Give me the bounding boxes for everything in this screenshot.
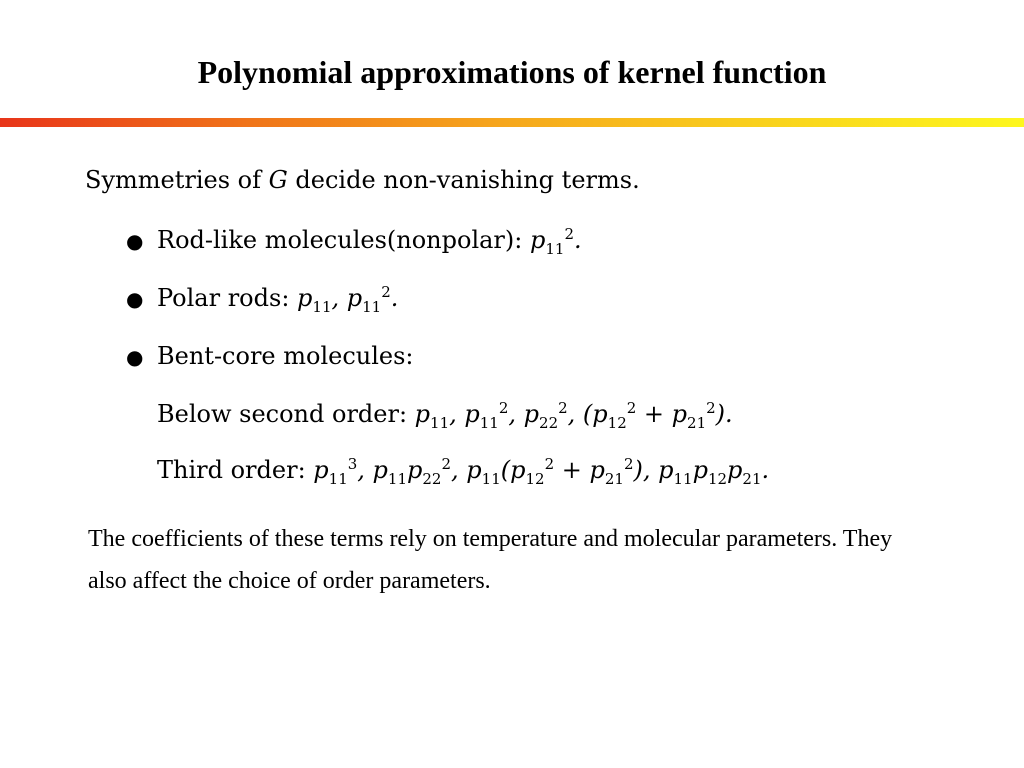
- bullet-rod-like: [157, 224, 582, 256]
- formula-below-second: $p_{11}$, $p_{11}^2$, $p_{22}^2$, $(p_{12}^2 + p_{21}^2)$.: [414, 399, 733, 432]
- bent-core-third: [157, 454, 769, 486]
- bullet-bent-core: [157, 340, 414, 372]
- summary-paragraph: The coefficients of these terms rely on temperature and molecular parameters. They also affect the choice of order parameters.: [88, 526, 893, 594]
- bullet-icon: ●: [126, 287, 144, 311]
- bullet-polar-rods-label: Polar rods:: [157, 284, 298, 312]
- below-second-label: Below second order:: [157, 400, 415, 428]
- bullet-bent-core-label: Bent-core molecules:: [157, 342, 414, 370]
- bent-core-below-second: [157, 398, 733, 430]
- intro-pre: Symmetries of: [85, 166, 269, 194]
- bullet-rod-like-label: Rod-like molecules(nonpolar):: [157, 226, 530, 254]
- formula-polar-rods: $p_{11}$, $p_{11}^2$.: [297, 283, 399, 316]
- intro-line: [85, 164, 640, 196]
- slide-title: Polynomial approximations of kernel function: [197, 54, 827, 90]
- bullet-polar-rods: [157, 282, 398, 314]
- formula-third: $p_{11}^3$, $p_{11}p_{22}^2$, $p_{11}(p_{12}^2 + p_{21}^2)$, $p_{11}p_{12}p_{21}$.: [313, 455, 770, 488]
- bullet-icon: ●: [126, 345, 144, 369]
- formula-rod-like: $p_{11}^2$.: [529, 225, 582, 258]
- third-order-label: Third order:: [157, 456, 314, 484]
- bullet-icon: ●: [126, 229, 144, 253]
- title-gradient-rule: [0, 118, 1024, 127]
- intro-var: G: [268, 166, 288, 194]
- intro-post: decide non-vanishing terms.: [287, 166, 640, 194]
